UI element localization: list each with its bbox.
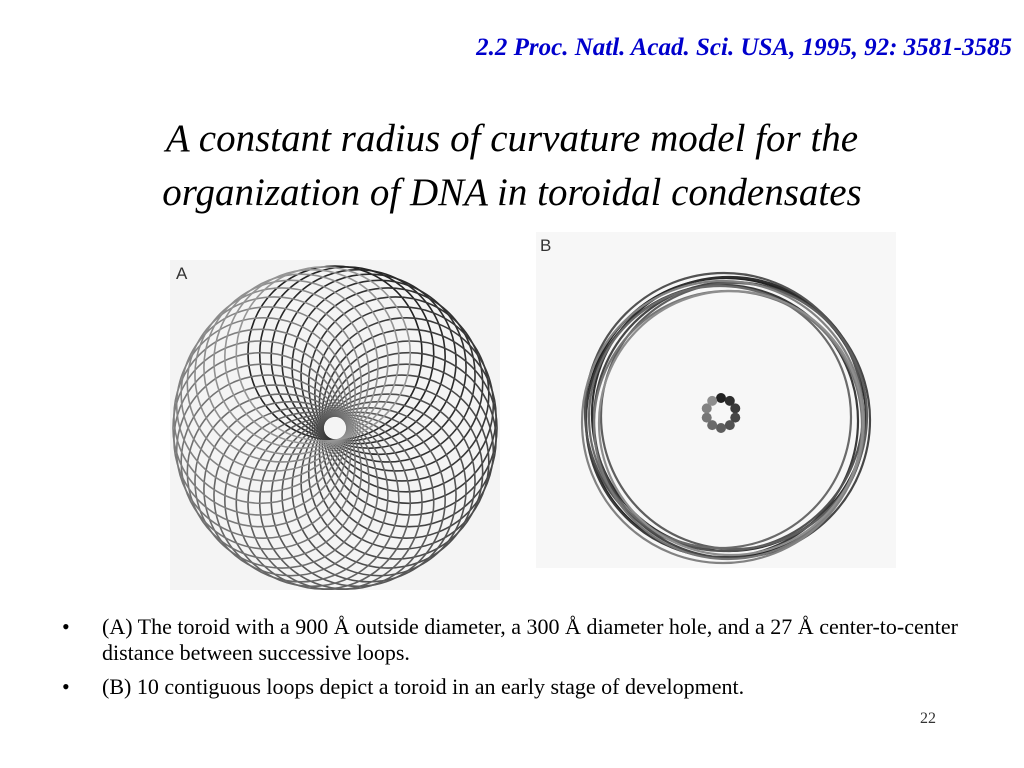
figure-b-early-toroid [536,232,896,568]
loop-cross-section-dot [716,393,726,403]
page-number: 22 [920,710,936,727]
figure-b-toroid-drawing [536,232,896,568]
loop-cross-section-dot [725,420,735,430]
loop-cross-section-dot [707,396,717,406]
figure-a-toroid-model [170,260,500,590]
figure-a-toroid-drawing [170,260,500,590]
caption-bullet-list [62,614,962,708]
citation-header: 2.2 Proc. Natl. Acad. Sci. USA, 1995, 92: 3581-3585 [476,34,1012,61]
bullet-marker: • [62,614,70,639]
bullet-text-b: (B) 10 contiguous loops depict a toroid in an early stage of development. [102,674,745,699]
bullet-item-b [62,674,962,700]
slide-title-line-2: organization of DNA in toroidal condensates [162,171,862,214]
bullet-item-a [62,614,962,666]
slide-title-line-1: A constant radius of curvature model for the [165,117,859,160]
loop-cross-section-dot [716,423,726,433]
loop-cross-section-dot [730,403,740,413]
slide-title [0,112,1024,220]
toroid-loop [589,286,851,548]
loop-cross-section-dot [702,413,712,423]
figure-b-label: B [540,236,552,255]
bullet-text-a: (A) The toroid with a 900 Å outside diameter, a 300 Å diameter hole, and a 27 Å center-to-center distance between successive loops. [102,614,958,665]
bullet-marker: • [62,674,70,699]
figure-a-label: A [176,264,188,283]
